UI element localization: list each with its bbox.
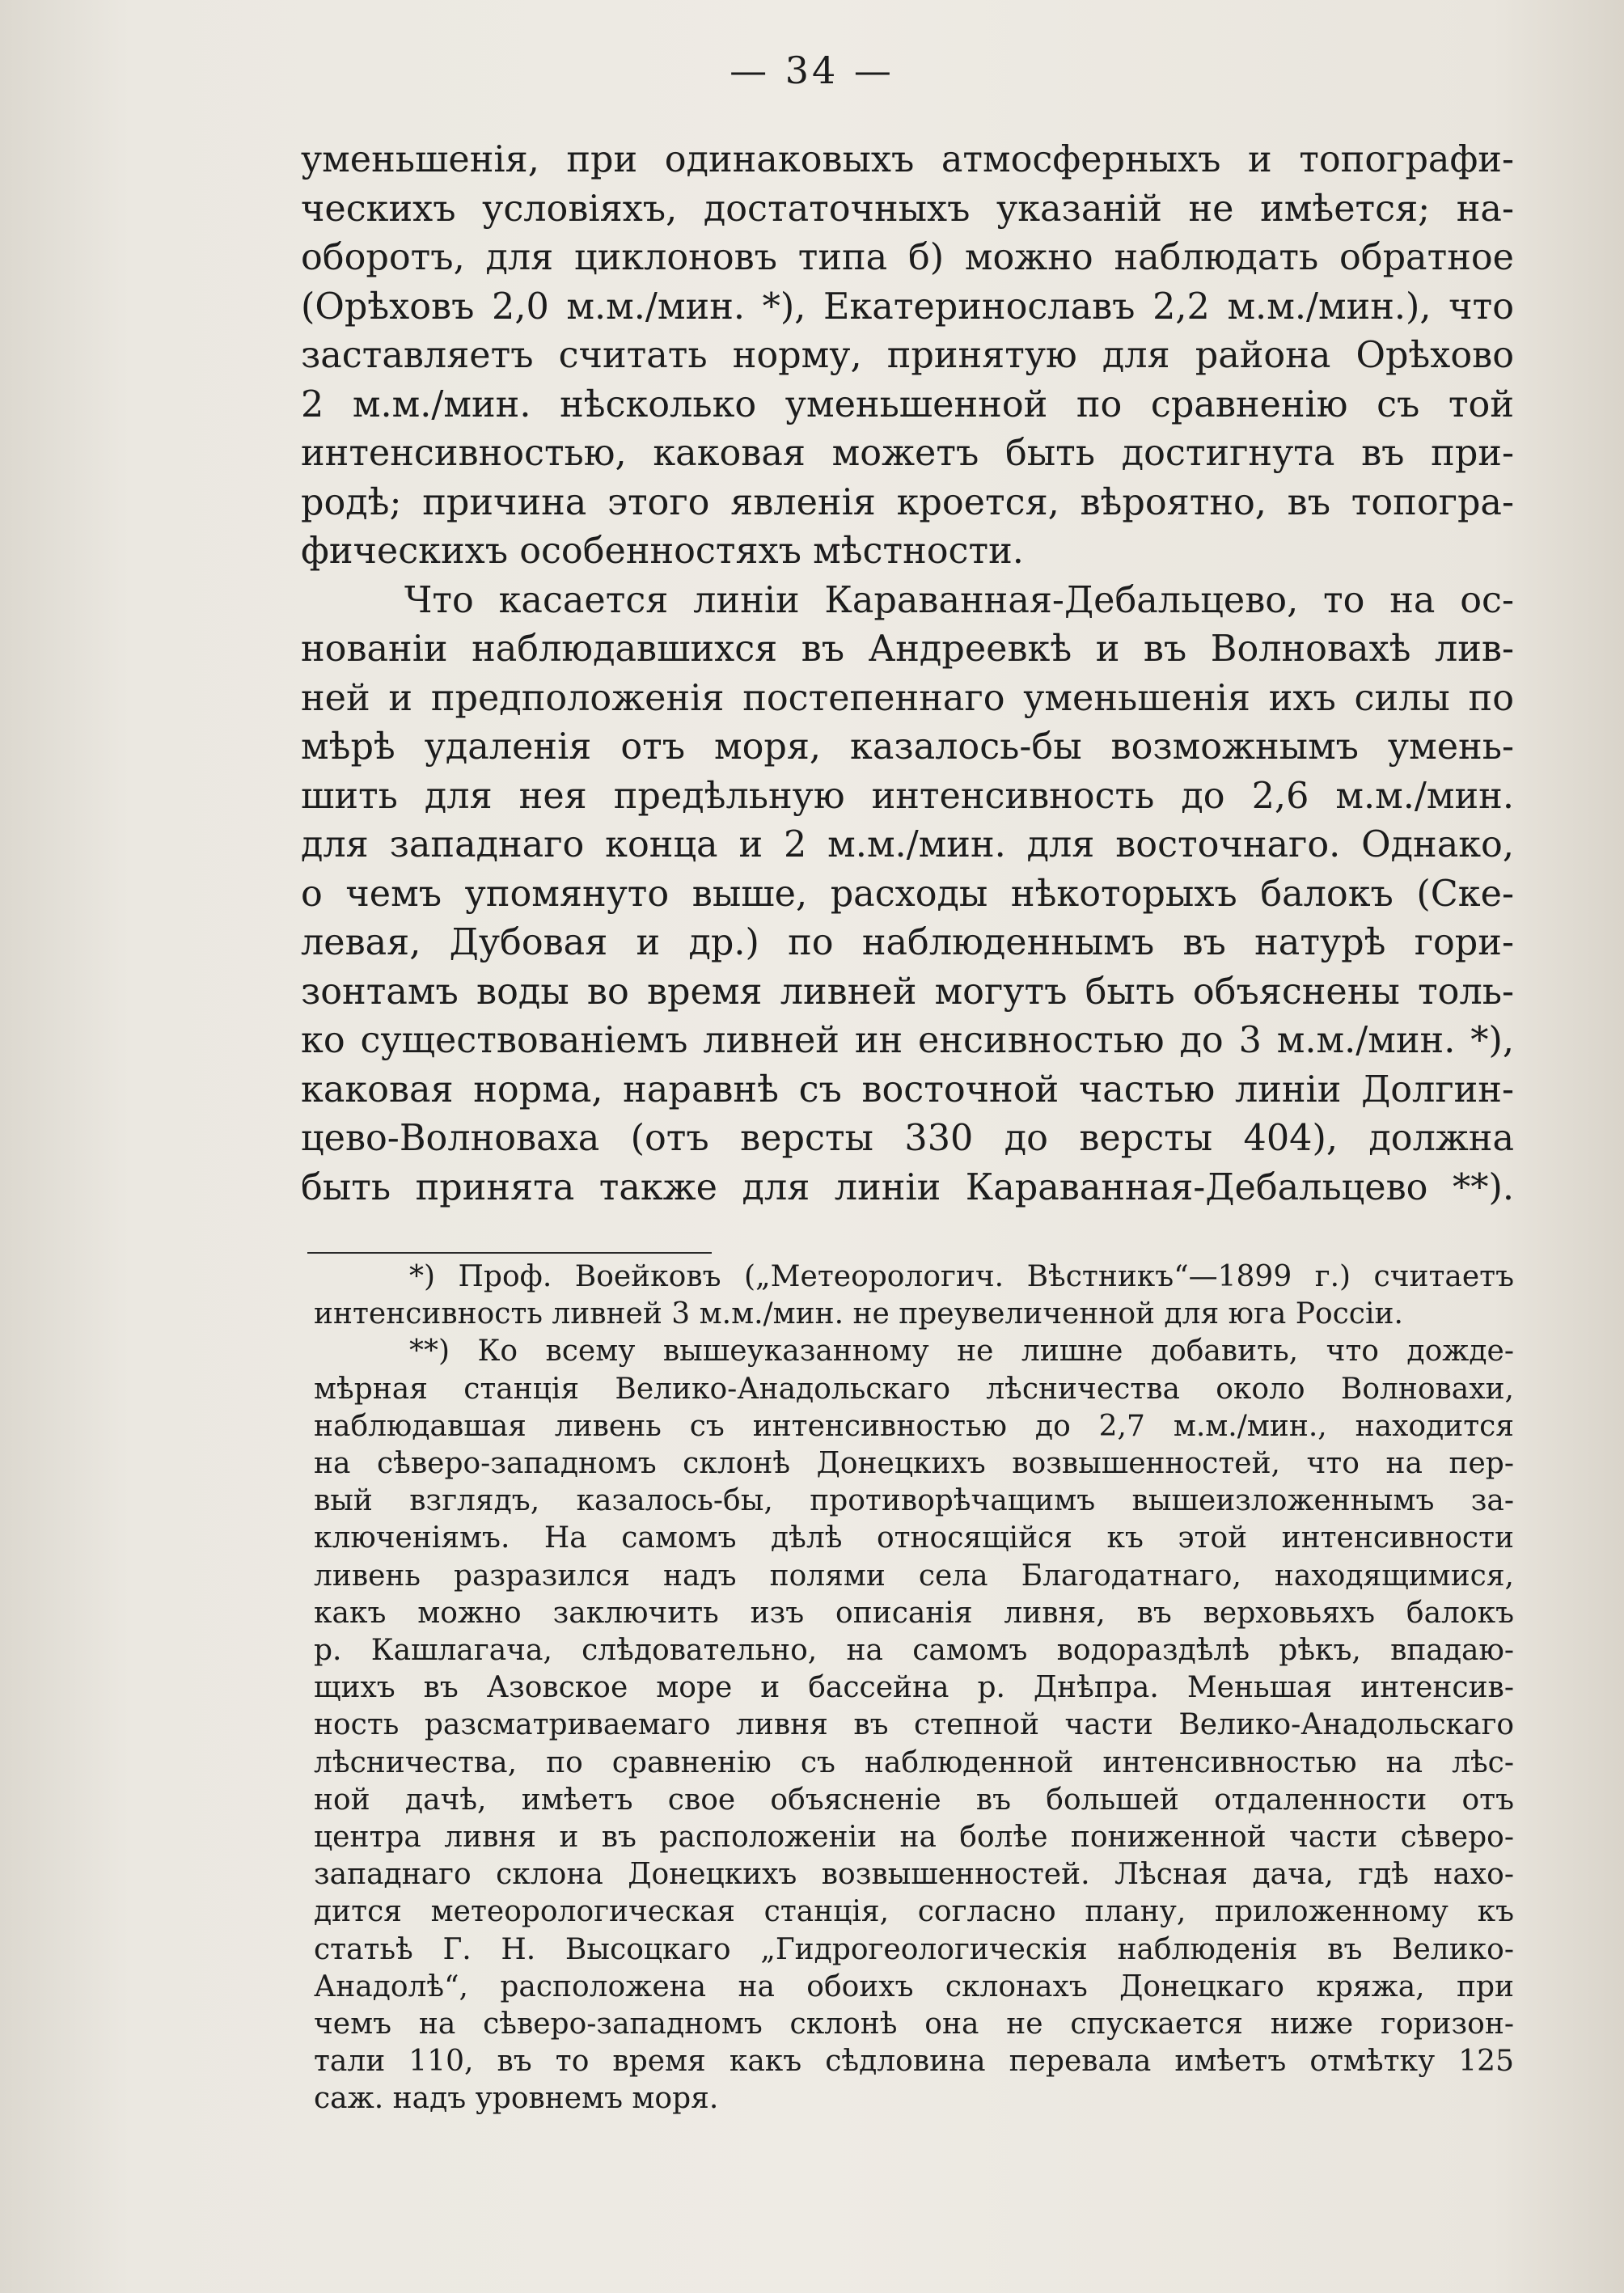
text-line: быть принята также для линіи Караванная-Дебальцево **). bbox=[301, 1166, 1514, 1208]
text-line: Что касается линіи Караванная-Дебальцево, то на ос- bbox=[404, 579, 1514, 621]
footnote-line: мѣрная станція Велико-Анадольскаго лѣсничества около Волновахи, bbox=[314, 1372, 1514, 1406]
footnote-line: саж. надъ уровнемъ моря. bbox=[314, 2082, 719, 2116]
text-line: нованіи наблюдавшихся въ Андреевкѣ и въ Волновахѣ лив- bbox=[301, 628, 1514, 670]
text-line: ко существованіемъ ливней ин енсивностью до 3 м.м./мин. *), bbox=[301, 1020, 1514, 1061]
text-line: каковая норма, наравнѣ съ восточной частью линіи Долгин- bbox=[301, 1068, 1514, 1111]
footnote-line: ной дачѣ, имѣетъ свое объясненіе въ большей отдаленности отъ bbox=[314, 1783, 1514, 1817]
text-line: цево-Волноваха (отъ версты 330 до версты 404), должна bbox=[301, 1118, 1514, 1159]
text-line: интенсивностью, каковая можетъ быть достигнута въ при- bbox=[301, 433, 1514, 474]
text-line: о чемъ упомянуто выше, расходы нѣкоторыхъ балокъ (Ске- bbox=[301, 873, 1514, 915]
text-line: 2 м.м./мин. нѣсколько уменьшенной по сравненію съ той bbox=[301, 383, 1514, 425]
text-line: для западнаго конца и 2 м.м./мин. для восточнаго. Однако, bbox=[301, 824, 1514, 865]
page-number: — 34 — bbox=[730, 49, 894, 92]
footnote-line: на сѣверо-западномъ склонѣ Донецкихъ возвышенностей, что на пер- bbox=[314, 1447, 1514, 1481]
text-line: уменьшенія, при одинаковыхъ атмосферныхъ и топографи- bbox=[301, 139, 1514, 180]
text-line: заставляетъ считать норму, принятую для района Орѣхово bbox=[301, 335, 1514, 376]
footnote-line: р. Кашлагача, слѣдовательно, на самомъ водораздѣлѣ рѣкъ, впадаю- bbox=[314, 1634, 1514, 1668]
footnote-line: щихъ въ Азовское море и бассейна р. Днѣпра. Меньшая интенсив- bbox=[314, 1671, 1514, 1705]
main-text bbox=[301, 136, 1514, 1212]
text-line: (Орѣховъ 2,0 м.м./мин. *), Екатеринославъ 2,2 м.м./мин.), что bbox=[301, 286, 1514, 328]
text-line: родѣ; причина этого явленія кроется, вѣроятно, въ топогра- bbox=[301, 481, 1514, 523]
footnote-line: статьѣ Г. Н. Высоцкаго „Гидрогеологическія наблюденія въ Велико- bbox=[314, 1932, 1514, 1966]
text-line: мѣрѣ удаленія отъ моря, казалось-бы возможнымъ умень- bbox=[301, 726, 1514, 768]
text-line: шить для нея предѣльную интенсивность до 2,6 м.м./мин. bbox=[301, 775, 1514, 817]
text-line: оборотъ, для циклоновъ типа б) можно наблюдать обратное bbox=[301, 237, 1514, 278]
footnote-line: **) Ко всему вышеуказанному не лишне добавить, что дожде- bbox=[409, 1335, 1514, 1369]
text-line: ческихъ условіяхъ, достаточныхъ указаній не имѣется; на- bbox=[301, 188, 1514, 230]
footnote-line: ливень разразился надъ полями села Благодатнаго, находящимися, bbox=[314, 1559, 1514, 1593]
footnotes bbox=[314, 1259, 1514, 2118]
footnote-line: ключеніямъ. На самомъ дѣлѣ относящійся къ этой интенсивности bbox=[314, 1521, 1514, 1555]
footnote-line: центра ливня и въ расположеніи на болѣе пониженной части сѣверо- bbox=[314, 1821, 1514, 1855]
text-line: зонтамъ воды во время ливней могутъ быть объяснены толь- bbox=[301, 971, 1514, 1013]
footnote-line: западнаго склона Донецкихъ возвышенностей. Лѣсная дача, гдѣ нахо- bbox=[314, 1858, 1514, 1892]
text-line: ней и предположенія постепеннаго уменьшенія ихъ силы по bbox=[301, 677, 1514, 719]
footnote-line: интенсивность ливней 3 м.м./мин. не преувеличенной для юга Россіи. bbox=[314, 1297, 1403, 1331]
footnote-line: чемъ на сѣверо-западномъ склонѣ она не спускается ниже горизон- bbox=[314, 2007, 1514, 2041]
footnote-divider bbox=[307, 1252, 712, 1254]
footnote-line: Анадолѣ“, расположена на обоихъ склонахъ Донецкаго кряжа, при bbox=[314, 1969, 1514, 2003]
footnote-line: какъ можно заключить изъ описанія ливня, въ верховьяхъ балокъ bbox=[314, 1596, 1514, 1630]
text-line: левая, Дубовая и др.) по наблюденнымъ въ натурѣ гори- bbox=[301, 922, 1514, 963]
footnote-line: лѣсничества, по сравненію съ наблюденной интенсивностью на лѣс- bbox=[314, 1745, 1514, 1779]
footnote-line: вый взглядъ, казалось-бы, противорѣчащимъ вышеизложеннымъ за- bbox=[314, 1484, 1514, 1518]
footnote-line: дится метеорологическая станція, согласно плану, приложенному къ bbox=[314, 1895, 1514, 1929]
text-line: фическихъ особенностяхъ мѣстности. bbox=[301, 531, 1024, 572]
footnote-line: *) Проф. Воейковъ („Метеорологич. Вѣстникъ“—1899 г.) считаетъ bbox=[409, 1260, 1514, 1293]
footnote-line: тали 110, въ то время какъ сѣдловина перевала имѣетъ отмѣтку 125 bbox=[314, 2045, 1514, 2079]
footnote-line: ность разсматриваемаго ливня въ степной части Велико-Анадольскаго bbox=[314, 1708, 1514, 1742]
footnote-line: наблюдавшая ливень съ интенсивностью до 2,7 м.м./мин., находится bbox=[314, 1409, 1514, 1443]
